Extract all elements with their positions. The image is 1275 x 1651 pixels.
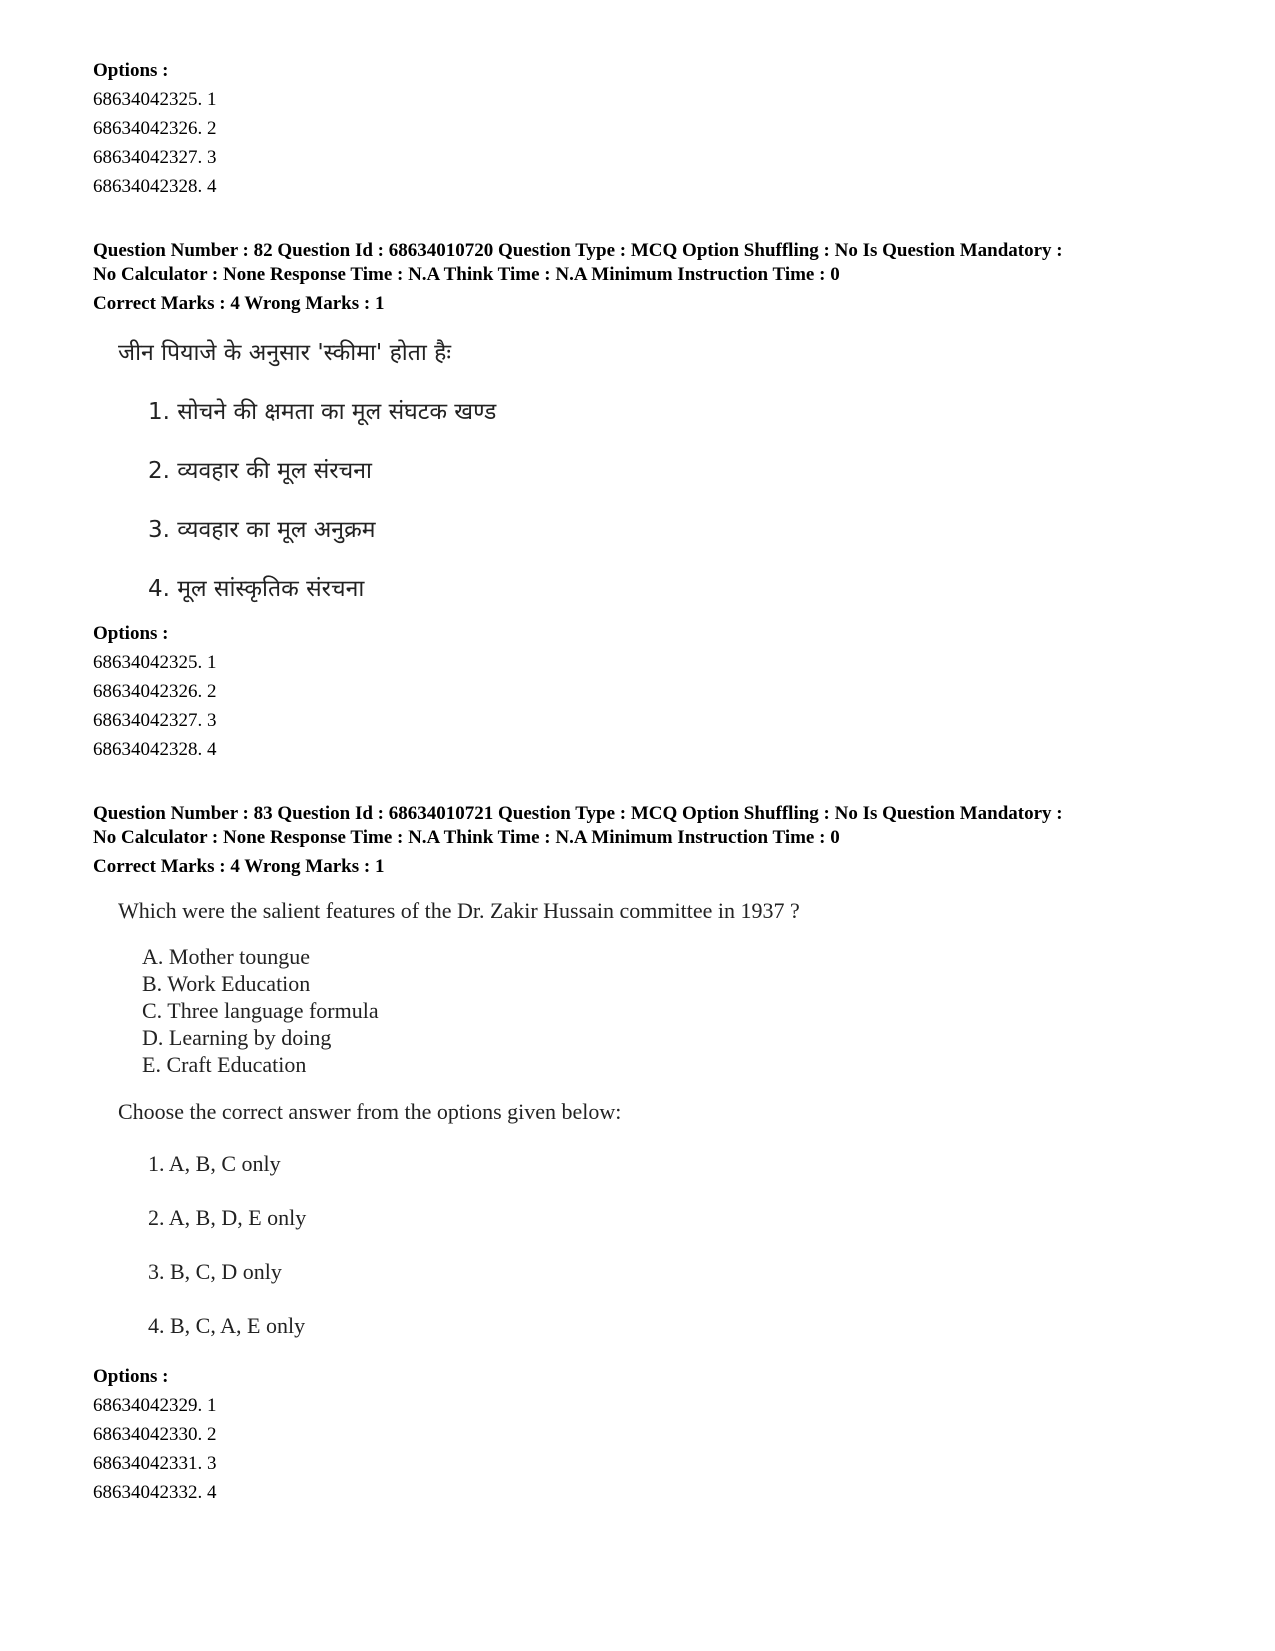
question-82-stem: जीन पियाजे के अनुसार 'स्कीमा' होता हैः xyxy=(118,340,451,366)
question-83-features xyxy=(118,943,878,1078)
option-item: 68634042326. 2 xyxy=(93,681,217,702)
question-82-choice: 3. व्यवहार का मूल अनुक्रम xyxy=(148,517,376,543)
option-item: 68634042326. 2 xyxy=(93,118,217,139)
options-section-q83 xyxy=(93,1362,1213,1507)
option-item: 68634042325. 1 xyxy=(93,89,217,110)
question-83-stem: Which were the salient features of the Dr. Zakir Hussain committee in 1937 ? xyxy=(118,898,800,923)
option-item: 68634042328. 4 xyxy=(93,176,217,197)
options-section-q81 xyxy=(93,56,1213,201)
options-heading: Options : xyxy=(93,60,169,81)
question-83-choice: 2. A, B, D, E only xyxy=(148,1205,307,1230)
option-item: 68634042331. 3 xyxy=(93,1453,217,1474)
question-83-marks: Correct Marks : 4 Wrong Marks : 1 xyxy=(93,856,385,877)
question-82-choice: 1. सोचने की क्षमता का मूल संघटक खण्ड xyxy=(148,399,497,425)
options-heading: Options : xyxy=(93,623,169,644)
question-82-body xyxy=(118,337,878,605)
question-83-meta-line2: No Calculator : None Response Time : N.A Think Time : N.A Minimum Instruction Time : 0 xyxy=(93,827,840,848)
question-82-choice: 2. व्यवहार की मूल संरचना xyxy=(148,458,373,484)
question-83-header xyxy=(93,802,1213,879)
question-82-marks: Correct Marks : 4 Wrong Marks : 1 xyxy=(93,293,385,314)
question-83-choice: 1. A, B, C only xyxy=(148,1151,281,1176)
option-item: 68634042325. 1 xyxy=(93,652,217,673)
option-item: 68634042328. 4 xyxy=(93,739,217,760)
options-heading: Options : xyxy=(93,1366,169,1387)
question-82-meta-line1: Question Number : 82 Question Id : 68634010720 Question Type : MCQ Option Shuffling : No Is Question Mandatory : xyxy=(93,240,1063,261)
question-82-meta-line2: No Calculator : None Response Time : N.A Think Time : N.A Minimum Instruction Time : 0 xyxy=(93,264,840,285)
option-item: 68634042329. 1 xyxy=(93,1395,217,1416)
options-section-q82 xyxy=(93,619,1213,764)
question-83-choices xyxy=(118,1150,878,1340)
feature-item: C. Three language formula xyxy=(142,998,379,1023)
feature-item: D. Learning by doing xyxy=(142,1025,332,1050)
option-item: 68634042332. 4 xyxy=(93,1482,217,1503)
question-83-choice: 4. B, C, A, E only xyxy=(148,1313,306,1338)
feature-item: B. Work Education xyxy=(142,971,311,996)
question-82-header xyxy=(93,239,1213,316)
question-83-choice: 3. B, C, D only xyxy=(148,1259,282,1284)
question-82-choice: 4. मूल सांस्कृतिक संरचना xyxy=(148,576,365,602)
question-83-instruction: Choose the correct answer from the options given below: xyxy=(118,1099,622,1124)
question-83-body xyxy=(118,897,878,1340)
option-item: 68634042327. 3 xyxy=(93,147,217,168)
feature-item: A. Mother toungue xyxy=(142,944,311,969)
option-item: 68634042330. 2 xyxy=(93,1424,217,1445)
question-83-meta-line1: Question Number : 83 Question Id : 68634010721 Question Type : MCQ Option Shuffling : No Is Question Mandatory : xyxy=(93,803,1063,824)
feature-item: E. Craft Education xyxy=(142,1052,307,1077)
option-item: 68634042327. 3 xyxy=(93,710,217,731)
